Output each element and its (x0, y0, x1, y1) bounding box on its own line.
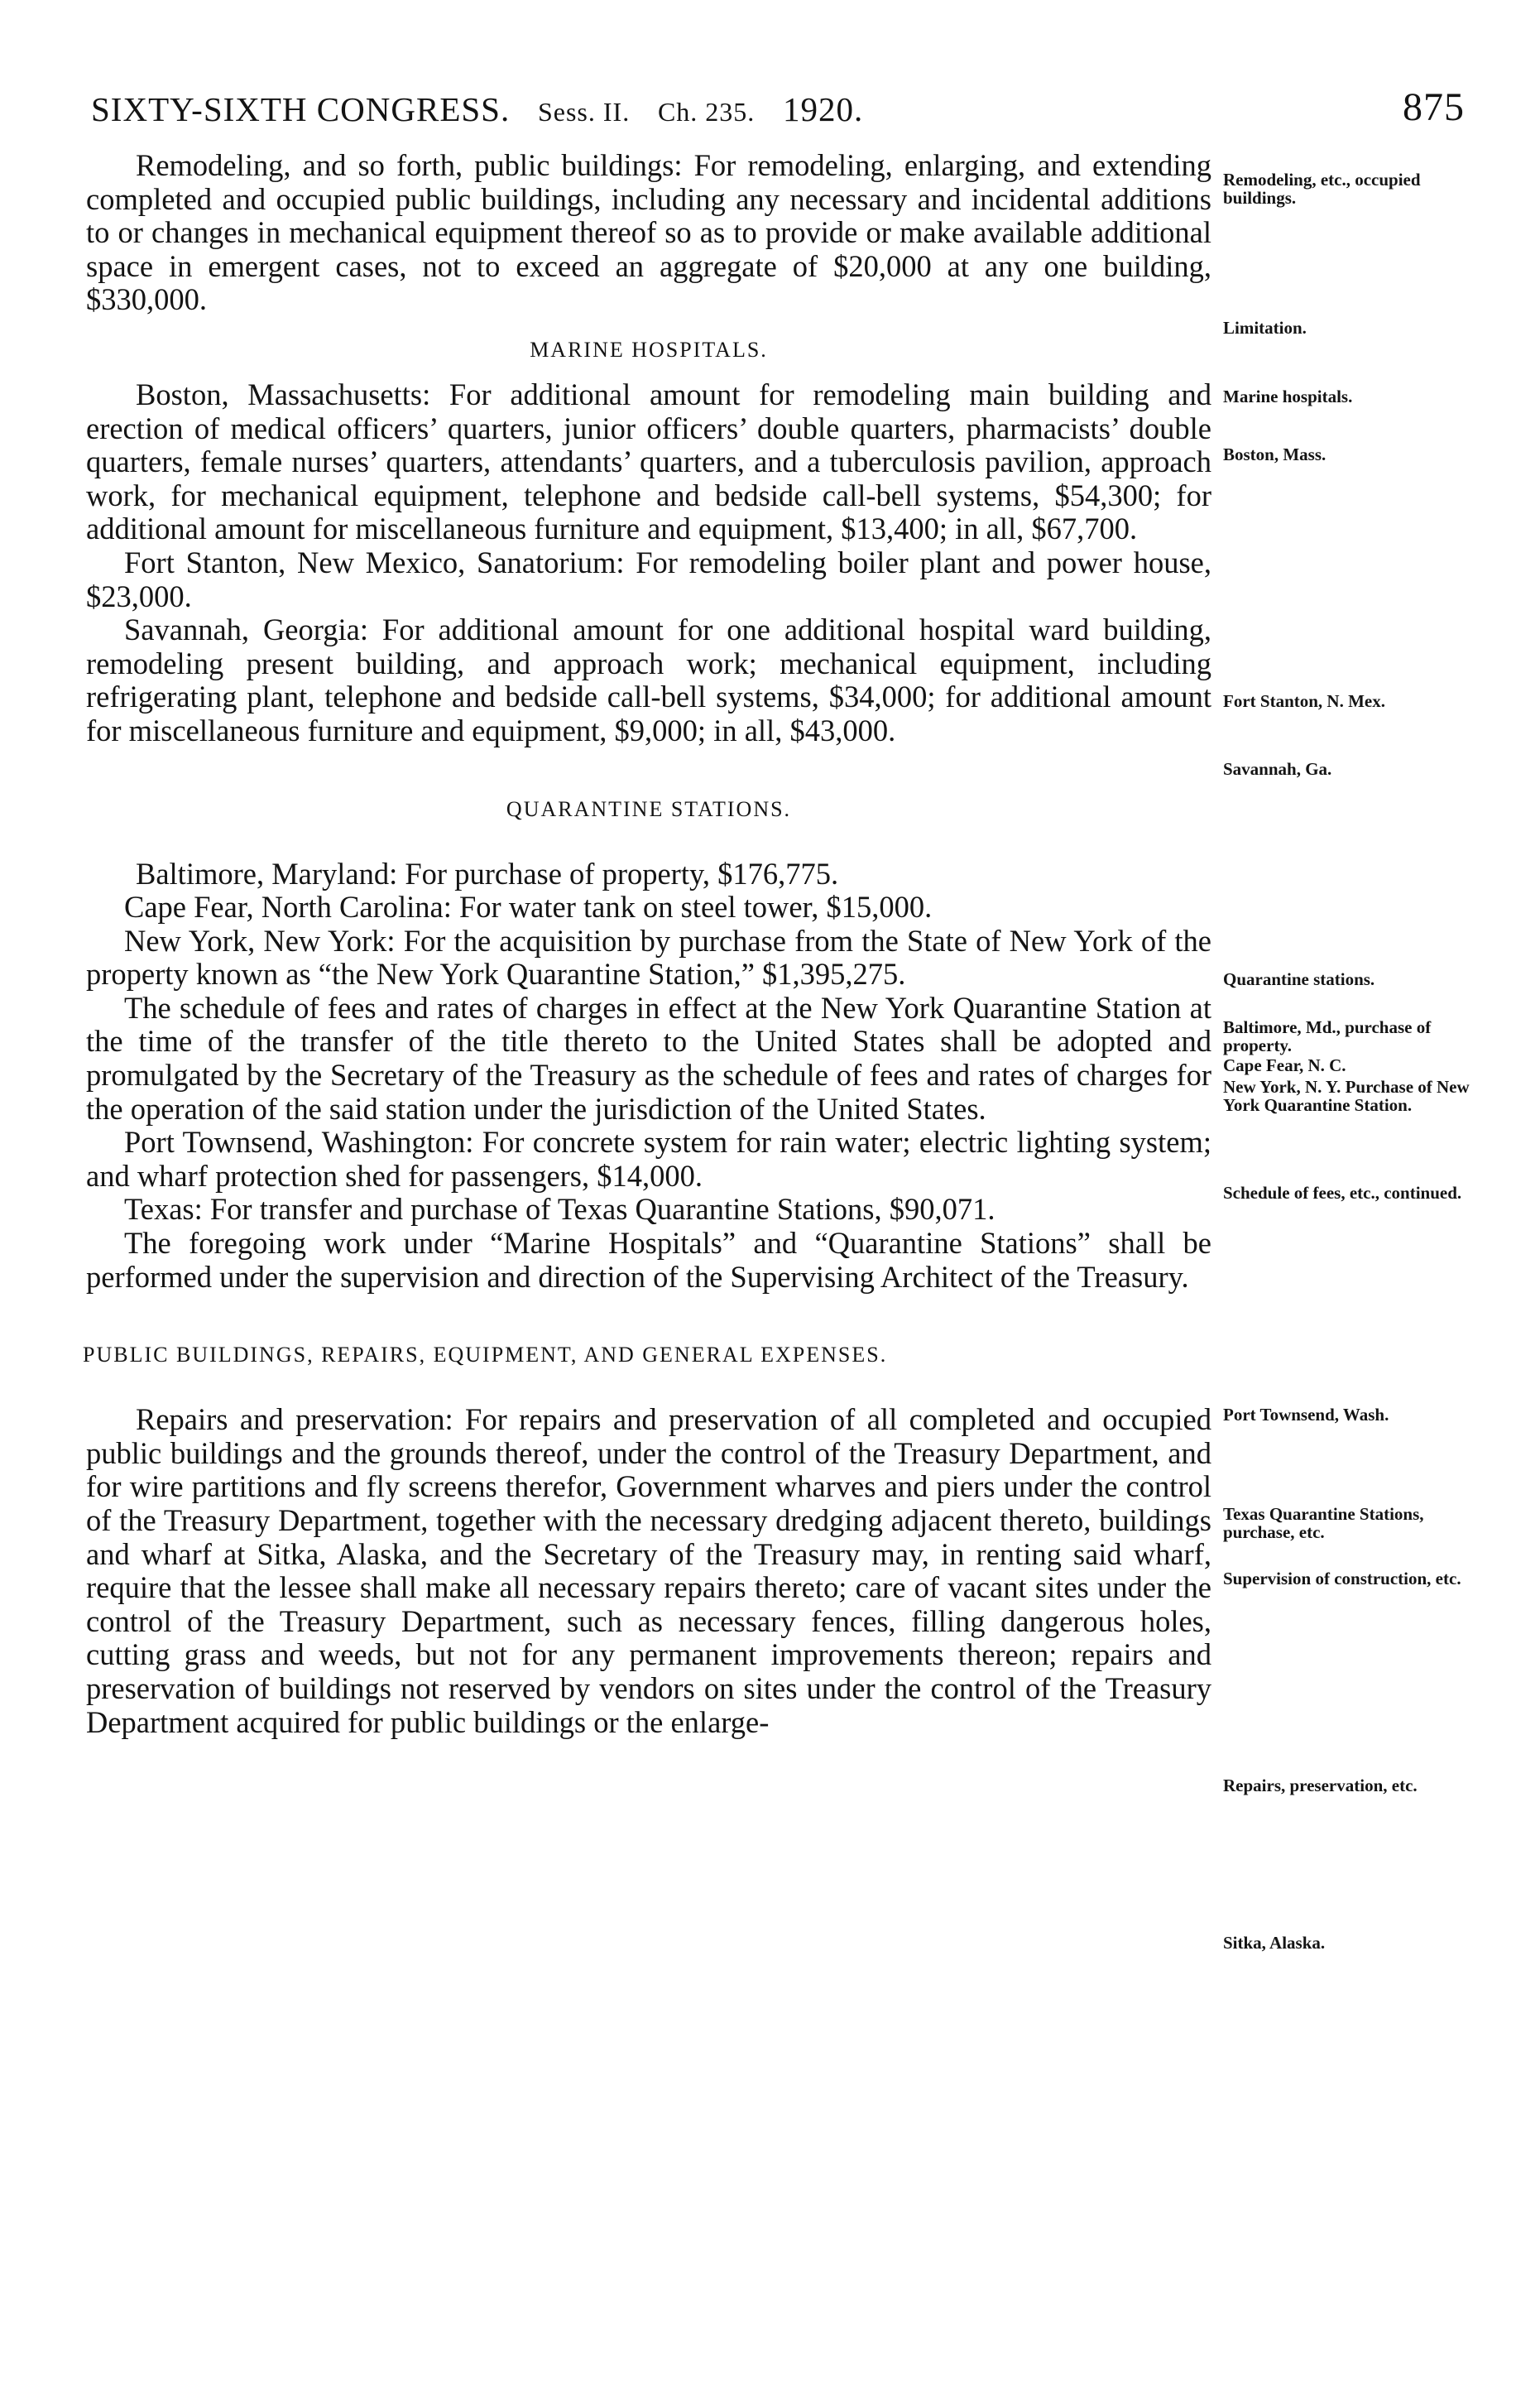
paragraph-baltimore: Baltimore, Maryland: For purchase of property, $176,775. (136, 856, 839, 891)
paragraph-savannah: Savannah, Georgia: For additional amount for one additional hospital ward building, remodeling present building, and approach work; mechanical equipment, including refrigerating plant, telephone and bedside call-bell systems, $34,000; for additional amount for miscellaneous furniture and equipment, $9,000; in all, $43,000. (86, 613, 1211, 747)
margin-note-quarantine-stations: Quarantine stations. (1223, 969, 1375, 989)
year-label: 1920. (783, 90, 864, 128)
heading-public-buildings: PUBLIC BUILDINGS, REPAIRS, EQUIPMENT, AND GENERAL EXPENSES. (83, 1343, 888, 1367)
paragraph-new-york: New York, New York: For the acquisition by purchase from the State of New York of the property known as “the New York Quarantine Station,” $1,395,275. (86, 923, 1211, 992)
heading-marine-hospitals: MARINE HOSPITALS. (530, 337, 768, 362)
page-number: 875 (1403, 85, 1465, 129)
paragraph-schedule: The schedule of fees and rates of charges in effect at the New York Quarantine Station at the time of the transfer of the title thereto to the United States shall be adopted and promulgated by the Secretary of the Treasury as the schedule of fees and rates of charges for the operation of the said station under the jurisdiction of the United States. (86, 990, 1211, 1126)
paragraph-remodeling: Remodeling, and so forth, public buildings: For remodeling, enlarging, and extending completed and occupied public buildings, including any necessary and incidental additions to or changes in mechanical equipment thereof so as to provide or make available additional space in emergent cases, not to exceed an aggregate of $20,000 at any one building, $330,000. (86, 148, 1211, 317)
paragraph-repairs: Repairs and preservation: For repairs and preservation of all completed and occupied public buildings and the grounds thereof, under the control of the Treasury Department, and for wire partitions and fly screens therefor, Government wharves and piers under the control of the Treasury Department, together with the necessary dredging adjacent thereto, buildings and wharf at Sitka, Alaska, and the Secretary of the Treasury may, in renting said wharf, require that the lessee shall make all necessary repairs thereto; care of vacant sites under the control of the Treasury Department, such as necessary fences, filling dangerous holes, cutting grass and weeds, but not for any permanent improvements thereon; repairs and preservation of buildings not reserved by vendors on sites under the control of the Treasury Department acquired for public buildings or the enlarge- (86, 1402, 1211, 1739)
paragraph-cape-fear: Cape Fear, North Carolina: For water tank on steel tower, $15,000. (124, 890, 933, 925)
margin-note-baltimore: Baltimore, Md., purchase of property. (1223, 1017, 1432, 1055)
margin-note-schedule: Schedule of fees, etc., continued. (1223, 1183, 1462, 1203)
paragraph-texas: Texas: For transfer and purchase of Texas Quarantine Stations, $90,071. (124, 1192, 995, 1227)
margin-note-sitka: Sitka, Alaska. (1223, 1933, 1326, 1953)
margin-note-new-york: New York, N. Y. Purchase of New York Quarantine Station. (1223, 1077, 1470, 1115)
paragraph-boston: Boston, Massachusetts: For additional amount for remodeling main building and erection of medical officers’ quarters, junior officers’ double quarters, pharmacists’ double quarters, female nurses’ quarters, attendants’ quarters, and a tuberculosis pavilion, approach work, for mechanical equipment, telephone and bedside call-bell systems, $54,300; for additional amount for miscellaneous furniture and equipment, $13,400; in all, $67,700. (86, 377, 1211, 546)
running-head-title: SIXTY-SIXTH CONGRESS. (91, 90, 511, 128)
paragraph-foregoing: The foregoing work under “Marine Hospitals” and “Quarantine Stations” shall be performed under the supervision and direction of the Supervising Architect of the Treasury. (86, 1226, 1211, 1294)
paragraph-port-townsend: Port Townsend, Washington: For concrete system for rain water; electric lighting system; and wharf protection shed for passengers, $14,000. (86, 1125, 1211, 1193)
session-label: Sess. II. (537, 97, 631, 127)
margin-note-cape-fear: Cape Fear, N. C. (1223, 1055, 1346, 1075)
margin-note-remodeling: Remodeling, etc., occupied buildings. (1223, 170, 1421, 208)
margin-note-fort-stanton: Fort Stanton, N. Mex. (1223, 691, 1385, 711)
heading-quarantine-stations: QUARANTINE STATIONS. (506, 796, 792, 821)
margin-note-supervision: Supervision of construction, etc. (1223, 1569, 1461, 1588)
margin-note-marine-hospitals: Marine hospitals. (1223, 387, 1353, 406)
margin-note-savannah: Savannah, Ga. (1223, 759, 1332, 779)
chapter-label: Ch. 235. (657, 97, 756, 127)
margin-note-port-townsend: Port Townsend, Wash. (1223, 1405, 1389, 1425)
paragraph-fort-stanton: Fort Stanton, New Mexico, Sanatorium: For remodeling boiler plant and power house, $23,000. (86, 545, 1211, 613)
margin-note-boston: Boston, Mass. (1223, 445, 1327, 464)
margin-note-repairs: Repairs, preservation, etc. (1223, 1776, 1418, 1795)
margin-note-texas: Texas Quarantine Stations, purchase, etc. (1223, 1504, 1424, 1542)
margin-note-limitation: Limitation. (1223, 318, 1307, 338)
